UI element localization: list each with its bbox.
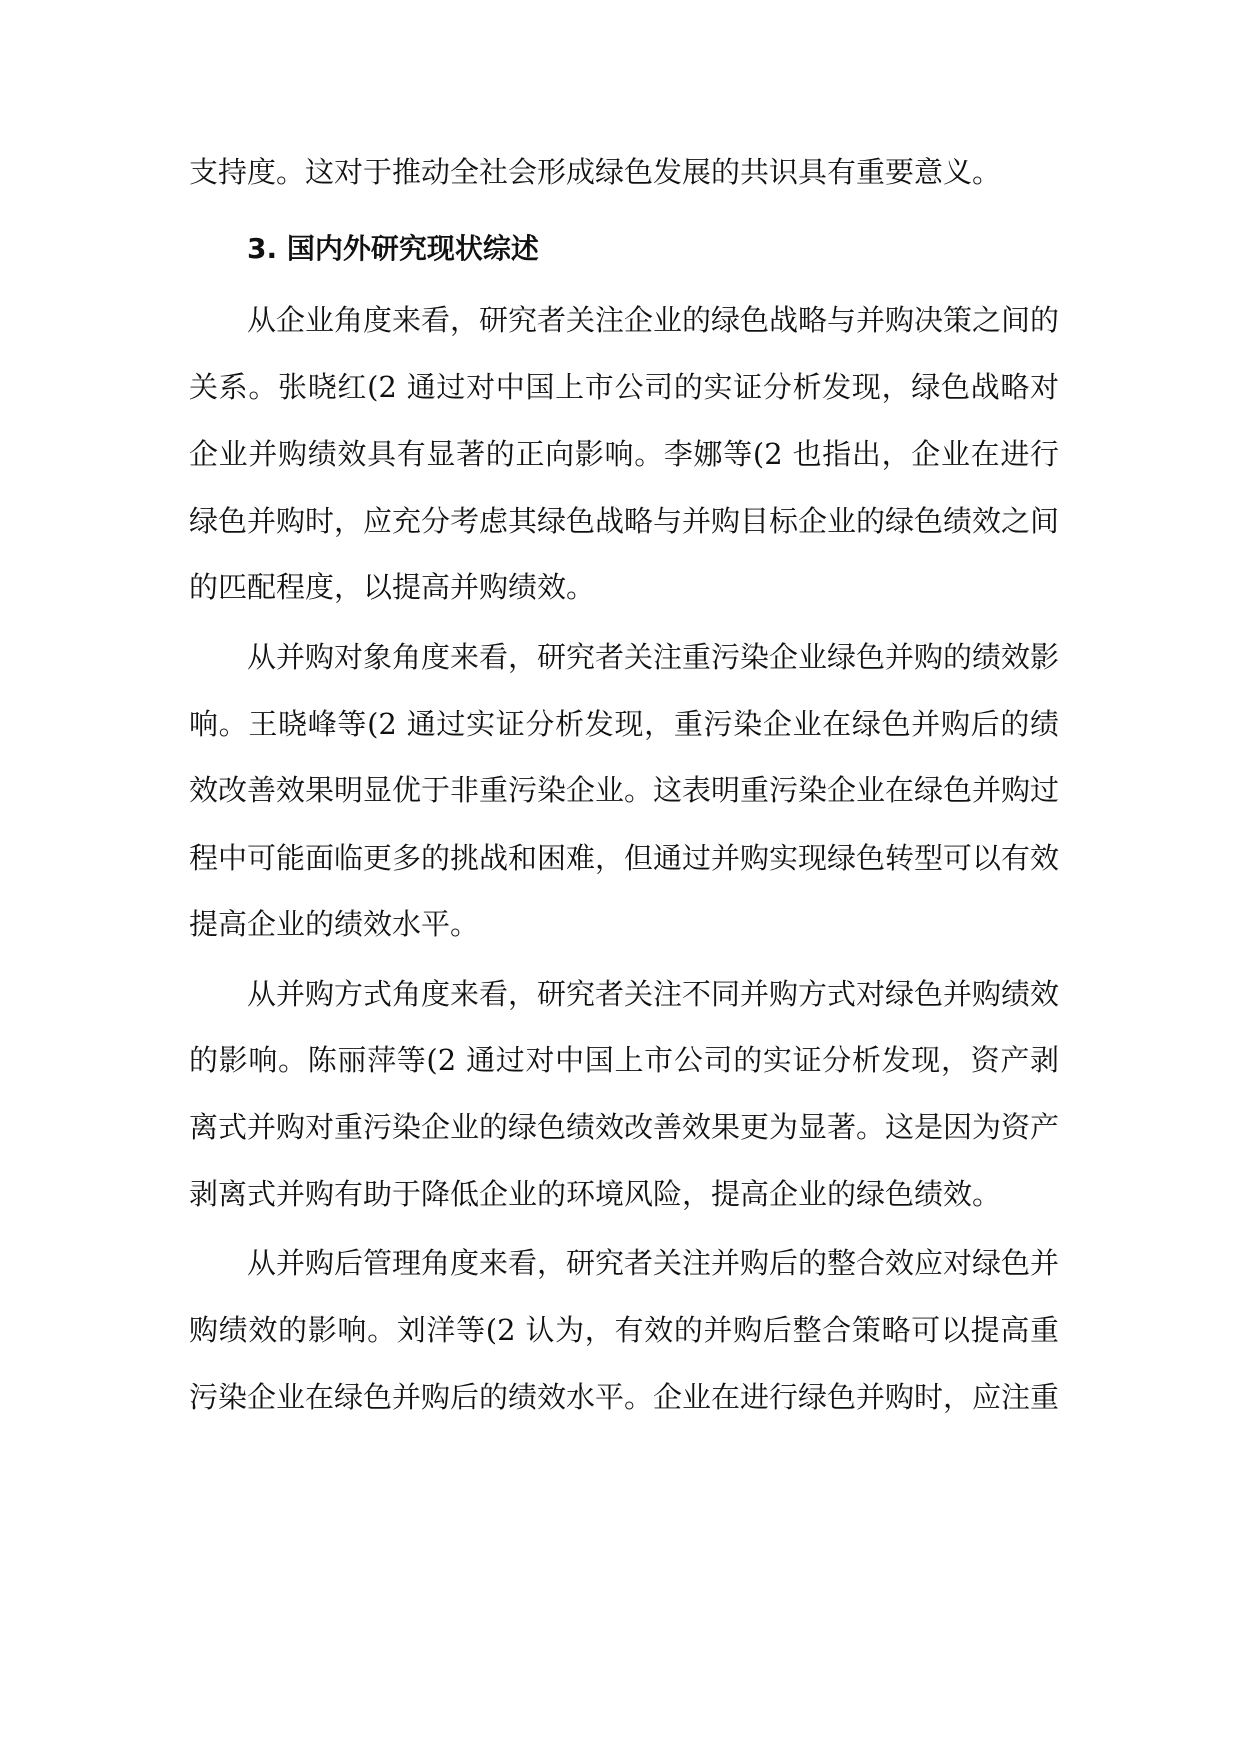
paragraph-line: 关系。张晓红(2 通过对中国上市公司的实证分析发现，绿色战略对 (189, 370, 1059, 404)
paragraph-line: 支持度。这对于推动全社会形成绿色发展的共识具有重要意义。 (189, 155, 1002, 189)
paragraph-line: 从并购对象角度来看，研究者关注重污染企业绿色并购的绩效影 (247, 640, 1060, 674)
paragraph-line: 提高企业的绩效水平。 (189, 907, 480, 941)
paragraph-line: 剥离式并购有助于降低企业的环境风险，提高企业的绿色绩效。 (189, 1177, 1002, 1211)
paragraph-line: 污染企业在绿色并购后的绩效水平。企业在进行绿色并购时，应注重 (189, 1380, 1060, 1414)
paragraph-line: 从企业角度来看，研究者关注企业的绿色战略与并购决策之间的 (247, 303, 1060, 337)
paragraph-line: 企业并购绩效具有显著的正向影响。李娜等(2 也指出，企业在进行 (189, 437, 1059, 471)
paragraph-line: 程中可能面临更多的挑战和困难，但通过并购实现绿色转型可以有效 (189, 841, 1060, 875)
paragraph-line: 绿色并购时，应充分考虑其绿色战略与并购目标企业的绿色绩效之间 (189, 504, 1060, 538)
section-heading: 3. 国内外研究现状综述 (247, 232, 539, 265)
paragraph-line: 从并购方式角度来看，研究者关注不同并购方式对绿色并购绩效 (247, 977, 1060, 1011)
paragraph-line: 的匹配程度，以提高并购绩效。 (189, 570, 596, 604)
paragraph-line: 从并购后管理角度来看，研究者关注并购后的整合效应对绿色并 (247, 1246, 1060, 1280)
paragraph-line: 响。王晓峰等(2 通过实证分析发现，重污染企业在绿色并购后的绩 (189, 707, 1059, 741)
paragraph-line: 购绩效的影响。刘洋等(2 认为，有效的并购后整合策略可以提高重 (189, 1313, 1059, 1347)
paragraph-line: 离式并购对重污染企业的绿色绩效改善效果更为显著。这是因为资产 (189, 1110, 1060, 1144)
paragraph-line: 的影响。陈丽萍等(2 通过对中国上市公司的实证分析发现，资产剥 (189, 1043, 1059, 1077)
paragraph-line: 效改善效果明显优于非重污染企业。这表明重污染企业在绿色并购过 (189, 773, 1060, 807)
